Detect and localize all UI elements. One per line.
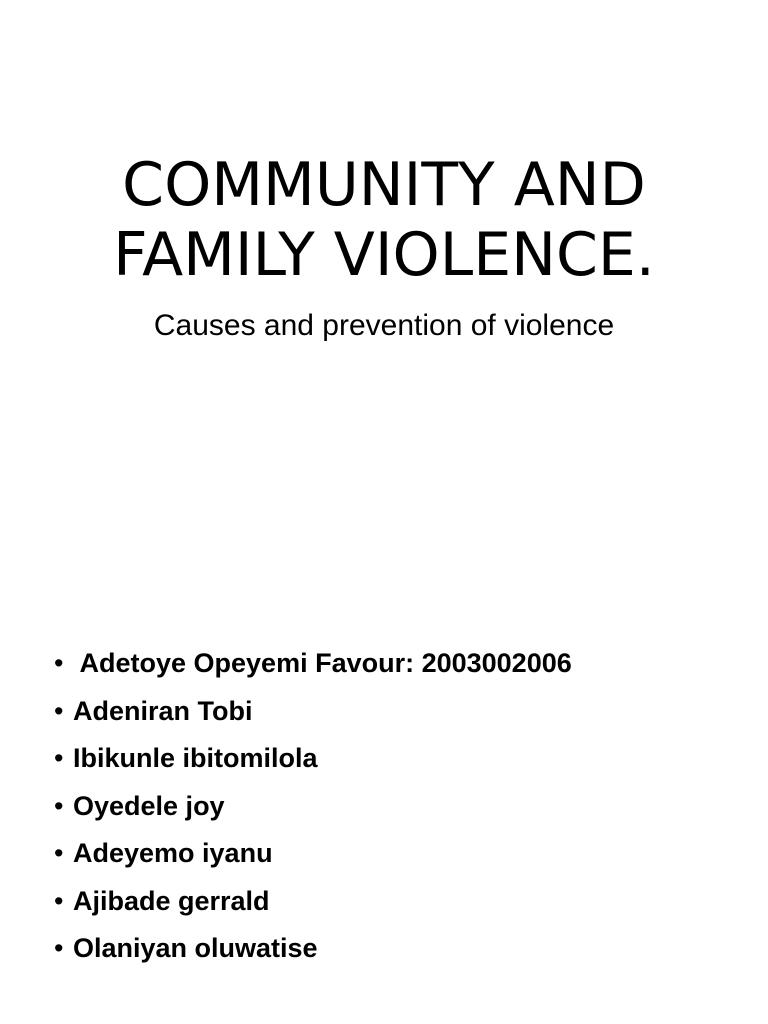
member-item — [54, 688, 754, 736]
member-item — [54, 735, 754, 783]
member-name: Adeyemo iyanu — [73, 838, 273, 868]
slide-subtitle: Causes and prevention of violence — [153, 309, 615, 342]
bullet-icon: • — [54, 695, 64, 726]
member-name: Adetoye Opeyemi Favour: 2003002006 — [73, 648, 572, 678]
slide-title — [0, 150, 768, 290]
title-line-1: COMMUNITY AND — [122, 150, 646, 220]
member-item — [54, 830, 754, 878]
member-list — [54, 640, 754, 973]
member-item — [54, 640, 754, 688]
bullet-icon: • — [54, 743, 64, 773]
member-item — [54, 783, 754, 831]
title-line-2: FAMILY VIOLENCE. — [113, 220, 655, 290]
member-item — [54, 925, 754, 973]
member-name: Ajibade gerrald — [73, 885, 270, 916]
bullet-icon: • — [54, 838, 64, 868]
member-name: Olaniyan oluwatise — [73, 933, 318, 963]
bullet-icon: • — [54, 648, 64, 678]
bullet-icon: • — [54, 885, 64, 916]
member-name: Ibikunle ibitomilola — [73, 743, 318, 773]
bullet-icon: • — [54, 933, 64, 963]
member-item — [54, 878, 754, 926]
bullet-icon: • — [54, 790, 64, 821]
member-name: Adeniran Tobi — [73, 695, 253, 726]
member-name: Oyedele joy — [73, 790, 225, 821]
